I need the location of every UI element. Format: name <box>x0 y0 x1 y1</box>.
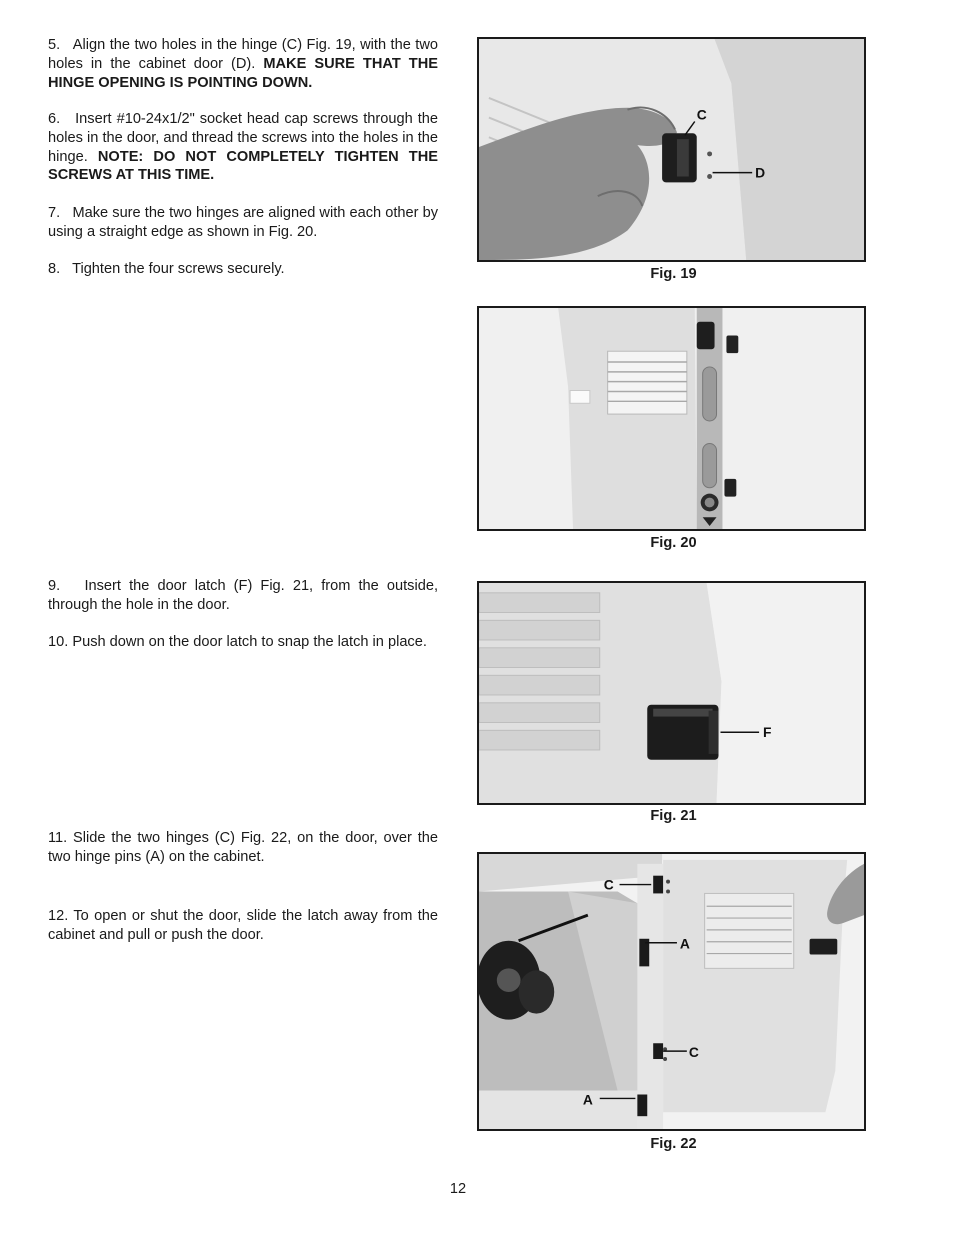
caption-fig-22: Fig. 22 <box>650 1136 697 1152</box>
figure-22-photo <box>477 852 866 1131</box>
figure-19-photo <box>477 37 866 262</box>
page-number: 12 <box>449 1181 467 1197</box>
figure-20-photo <box>477 306 866 531</box>
callout-a-top: A <box>679 935 690 952</box>
step-number: 9. <box>48 578 61 594</box>
callout-c: C <box>696 107 707 123</box>
step-6 <box>48 110 438 185</box>
callout-f: F <box>763 725 772 741</box>
step-number: 8. <box>48 261 61 277</box>
step-10 <box>48 633 438 652</box>
step-number: 7. <box>48 205 61 221</box>
step-number: 11. <box>48 830 68 846</box>
step-12 <box>48 907 438 945</box>
caption-fig-20: Fig. 20 <box>650 535 697 551</box>
step-11 <box>48 829 438 867</box>
step-text: Slide the two hinges (C) Fig. 22, on the door, over the two hinge pins (A) on the cabinet. <box>48 830 438 865</box>
figure-21-photo <box>477 581 866 805</box>
step-text: Insert the door latch (F) Fig. 21, from the outside, through the hole in the door. <box>48 578 438 613</box>
step-number: 6. <box>48 111 61 127</box>
step-8 <box>48 260 438 279</box>
step-number: 10. <box>48 634 69 650</box>
step-text: Insert #10-24x1/2" socket head cap screws through the holes in the door, and thread the screws into the holes in the hinge. <box>48 111 439 165</box>
step-9 <box>48 577 438 615</box>
step-5 <box>48 36 438 92</box>
step-7 <box>48 204 438 242</box>
step-text: Push down on the door latch to snap the latch in place. <box>72 634 427 650</box>
callout-c-top: C <box>603 876 614 893</box>
step-text: Make sure the two hinges are aligned with each other by using a straight edge as shown in Fig. 20. <box>48 205 438 240</box>
caption-fig-19: Fig. 19 <box>650 266 697 282</box>
step-text: To open or shut the door, slide the latch away from the cabinet and pull or push the door. <box>48 908 438 943</box>
callout-d: D <box>755 165 766 181</box>
caption-fig-21: Fig. 21 <box>650 808 697 824</box>
step-number: 12. <box>48 908 69 924</box>
step-text: Tighten the four screws securely. <box>72 261 285 277</box>
step-number: 5. <box>48 37 61 53</box>
step-warning: NOTE: DO NOT COMPLETELY TIGHTEN THE SCREWS AT THIS TIME. <box>48 148 438 184</box>
step-text: Align the two holes in the hinge (C) Fig. 19, with the two holes in the cabinet door (D). <box>48 37 439 72</box>
step-warning: MAKE SURE THAT THE HINGE OPENING IS POINTING DOWN. <box>48 55 438 91</box>
callout-c-bottom: C <box>688 1044 699 1061</box>
callout-a-bottom: A <box>582 1091 593 1108</box>
